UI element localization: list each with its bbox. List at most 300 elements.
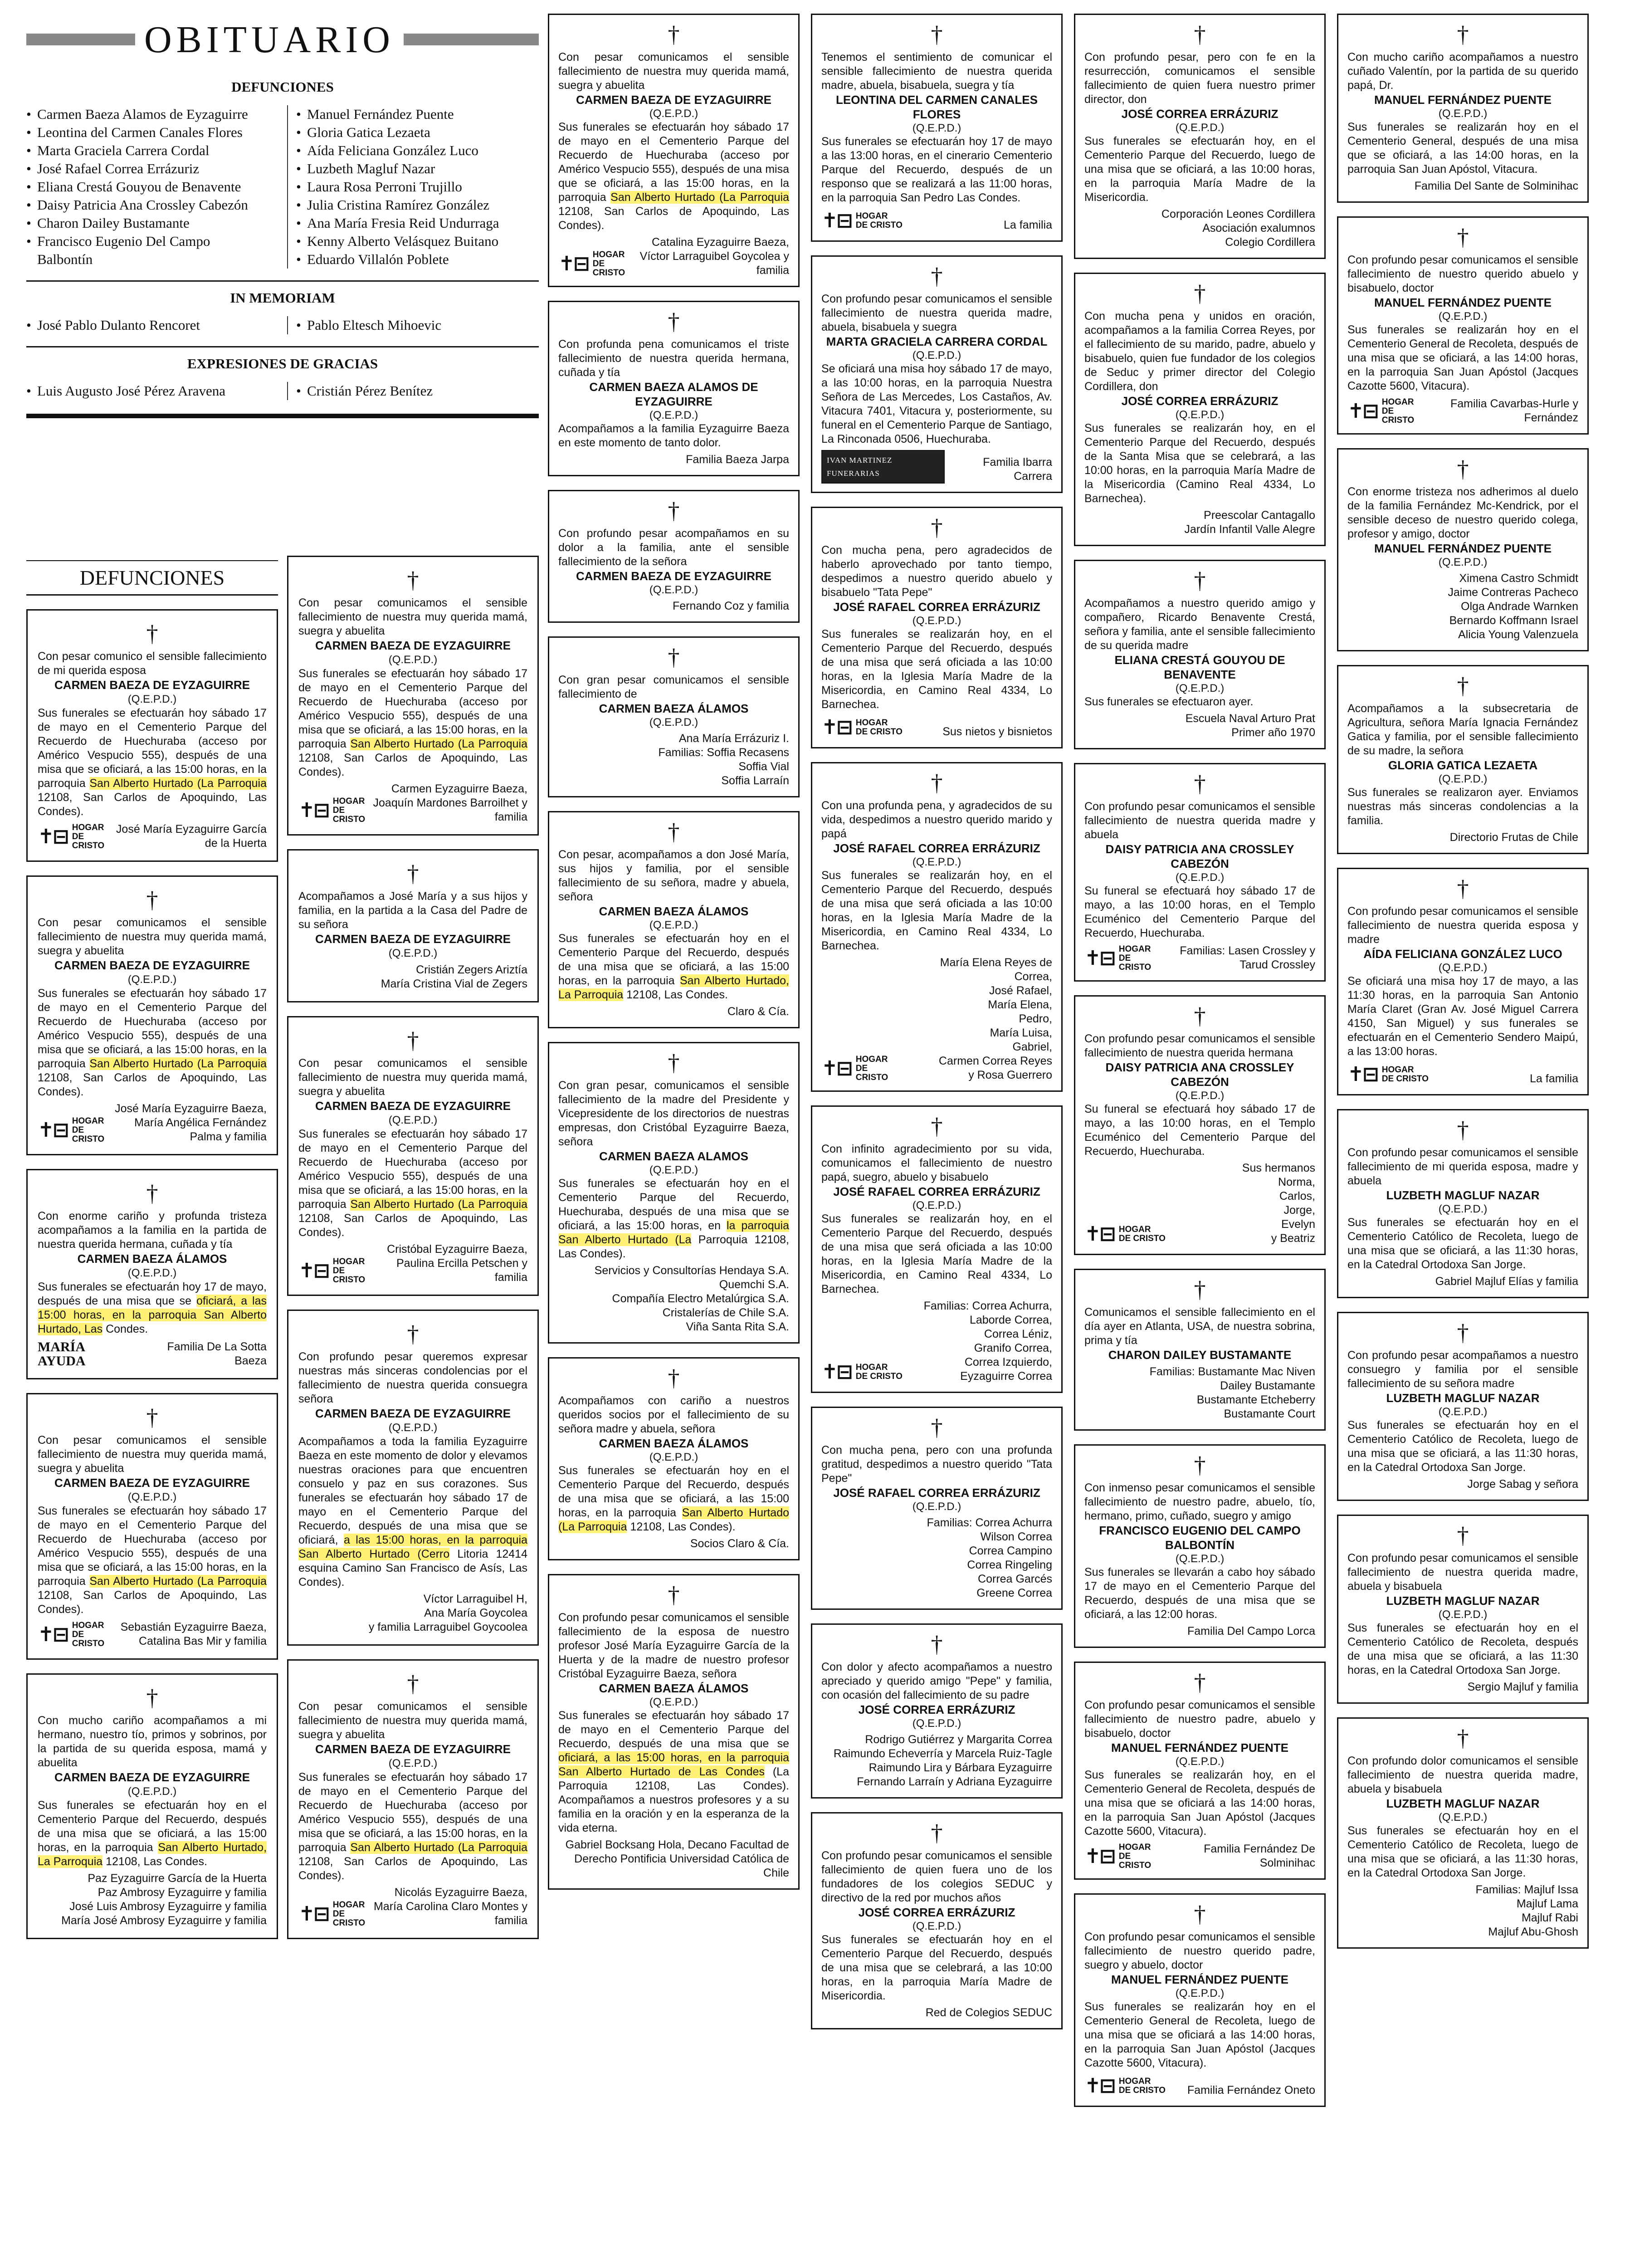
highlighted-text: San Alberto Hurtado (La Parroquia xyxy=(350,1198,527,1211)
notice-intro: Con profundo pesar comunicamos el sensible fallecimiento de nuestro querido padre, suegro y abuelo, doctor xyxy=(1084,1931,1315,1971)
notice-body-text: Sus funerales se efectuarán hoy en el Cementerio Católico de Recoleta, luego de una misa que se oficiará, a las 11:30 horas, en la Catedral Ortodoxa San Jorge. xyxy=(1347,1216,1578,1271)
cross-icon: † xyxy=(1194,1670,1206,1696)
index-item: • Julia Cristina Ramírez González xyxy=(296,196,539,214)
qepd-label: (Q.E.P.D.) xyxy=(1175,1987,1225,1999)
notice-signature: José María Eyzaguirre Baeza, María Angélica Fernández Palma y familia xyxy=(115,1102,267,1143)
notice-body-text: Sus funerales se efectuarán hoy sábado 17 de mayo en el Cementerio Parque del Recuerdo de Huechuraba (acceso por Américo Vespucio 555), después de una misa que se oficiará, a las 15:00 horas, en la parroquia xyxy=(38,987,267,1070)
notice-signature: Jorge Sabag y señora xyxy=(1467,1478,1578,1491)
notice-intro: Con pesar comunicamos el sensible fallecimiento de nuestra muy querida mamá, suegra y abuelita xyxy=(558,51,789,92)
notice-intro: Con profundo pesar comunicamos el sensible fallecimiento de nuestro padre, abuelo y bisabuelo, doctor xyxy=(1084,1699,1315,1740)
notice-body-text: Sus funerales se efectuarán hoy sábado 17 de mayo en el Cementerio Parque del Recuerdo de Huechuraba (acceso por Américo Vespucio 555), después de una misa que se oficiará, a las 15:00 horas, en la parroquia xyxy=(38,707,267,790)
section-defunciones-heading: DEFUNCIONES xyxy=(26,560,278,596)
notice-body-text: Sus funerales se efectuarán hoy 17 de mayo, después de una misa que se xyxy=(38,1281,267,1307)
qepd-label: (Q.E.P.D.) xyxy=(649,1696,698,1708)
notice-signature: Paz Eyzaguirre García de la Huerta Paz Ambrosy Eyzaguirre y familia José Luis Ambrosy Eyzaguirre y familia María José Ambrosy Eyzaguirre y familia xyxy=(61,1872,267,1927)
notice-intro: Con mucho cariño acompañamos a nuestro cuñado Valentín, por la partida de su querido papá, Dr. xyxy=(1347,51,1578,92)
notice-body xyxy=(298,1127,527,1240)
notice-body-tail: 12108, San Carlos de Apoquindo, Las Condes). xyxy=(298,752,527,778)
notice-signature: Familia Baeza Jarpa xyxy=(686,453,789,466)
notice-intro: Con pesar comunicamos el sensible fallecimiento de nuestra muy querida mamá, suegra y abuelita xyxy=(298,1057,527,1098)
index-item: • Gloria Gatica Lezaeta xyxy=(296,123,539,142)
notice-intro: Con una profunda pena, y agradecidos de su vida, despedimos a nuestro querido marido y papá xyxy=(821,799,1052,840)
qepd-label: (Q.E.P.D.) xyxy=(1438,1406,1488,1418)
notice-body xyxy=(558,932,789,1002)
qepd-label: (Q.E.P.D.) xyxy=(912,1501,961,1513)
notice-body-tail: 12108, Las Condes. xyxy=(106,1855,207,1868)
index-item: • Luis Augusto José Pérez Aravena xyxy=(26,382,269,400)
qepd-label: (Q.E.P.D.) xyxy=(1438,962,1488,974)
deceased-name: CARMEN BAEZA DE EYZAGUIRRE xyxy=(576,569,771,583)
deceased-name: CARMEN BAEZA ÁLAMOS xyxy=(77,1252,227,1266)
notice-signature: Víctor Larraguibel H, Ana María Goycolea y familia Larraguibel Goycoolea xyxy=(368,1593,527,1633)
deceased-name: MARTA GRACIELA CARRERA CORDAL xyxy=(826,335,1048,348)
notice-intro: Con profundo pesar comunicamos el sensible fallecimiento de quien fuera uno de los fundadores de los colegios SEDUC y directivo de la red por muchos años xyxy=(821,1849,1052,1904)
deceased-name: MANUEL FERNÁNDEZ PUENTE xyxy=(1374,296,1552,309)
obituary-notice xyxy=(548,490,800,623)
hogar-cross-icon: ✝⊟ xyxy=(1084,947,1114,970)
index-item: • Daisy Patricia Ana Crossley Cabezón xyxy=(26,196,269,214)
hogar-cross-icon: ✝⊟ xyxy=(821,716,851,739)
obituary-notice xyxy=(548,301,800,476)
notice-intro: Comunicamos el sensible fallecimiento en el día ayer en Atlanta, USA, de nuestra sobrina, prima y tía xyxy=(1084,1306,1315,1347)
notice-footer xyxy=(298,779,527,824)
notice-body-text: Sus funerales se efectuarán hoy en el Cementerio Católico de Recoleta, luego de una misa que se oficiará, a las 11:30 horas, en la Catedral Ortodoxa San Jorge. xyxy=(1347,1419,1578,1474)
hogar-de-cristo-logo xyxy=(821,210,903,232)
index-item: • José Pablo Dulanto Rencoret xyxy=(26,316,269,334)
deceased-name: MANUEL FERNÁNDEZ PUENTE xyxy=(1111,1741,1288,1755)
notice-footer xyxy=(298,960,527,991)
notice-body xyxy=(1084,1102,1315,1158)
divider xyxy=(26,280,539,282)
cross-icon: † xyxy=(1457,1523,1469,1549)
page-header xyxy=(26,19,539,60)
notice-body xyxy=(821,627,1052,712)
cross-icon: † xyxy=(1194,1277,1206,1303)
section-memoriam-title: IN MEMORIAM xyxy=(230,290,335,306)
cross-icon: † xyxy=(931,1820,943,1846)
qepd-label: (Q.E.P.D.) xyxy=(912,1199,961,1212)
hogar-de-cristo-logo xyxy=(298,1257,365,1285)
notice-body-tail: 12108, Las Condes. xyxy=(626,988,728,1001)
obituary-notice xyxy=(811,14,1063,242)
deceased-name: GLORIA GATICA LEZAETA xyxy=(1388,758,1538,772)
divider xyxy=(26,346,539,347)
qepd-label: (Q.E.P.D.) xyxy=(1175,871,1225,884)
notice-footer xyxy=(821,205,1052,232)
notice-footer xyxy=(1084,506,1315,537)
notice-body-text: Sus funerales se efectuarán hoy en el Cementerio Católico de Recoleta, luego de una misa que se oficiará, a las 11:30 horas, en la Catedral Ortodoxa San Jorge. xyxy=(1347,1824,1578,1879)
notice-body-tail: Parroquia 12108, Las Condes). xyxy=(558,1233,790,1260)
qepd-label: (Q.E.P.D.) xyxy=(388,654,438,666)
obituary-notice xyxy=(548,1574,800,1890)
notice-body-text: Sus funerales se efectuarán hoy en el Cementerio Parque del Recuerdo, después de una misa que se celebrará, a las 10:00 horas, en la parroquia María Madre de Misericordia. xyxy=(821,1933,1052,2002)
cross-icon: † xyxy=(668,645,680,670)
deceased-name: CARMEN BAEZA DE EYZAGUIRRE xyxy=(315,639,511,652)
notice-body xyxy=(1347,1824,1578,1880)
notice-signature: Nicolás Eyzaguirre Baeza, María Carolina Claro Montes y familia xyxy=(373,1886,527,1927)
cross-icon: † xyxy=(931,1114,943,1139)
notice-body xyxy=(298,667,527,779)
obituary-notice xyxy=(26,1169,278,1379)
cross-icon: † xyxy=(1457,1320,1469,1346)
deceased-name: CARMEN BAEZA DE EYZAGUIRRE xyxy=(315,1742,511,1756)
notice-intro: Con enorme tristeza nos adherimos al duelo de la familia Fernández Mc-Kendrick, por el sensible deceso de nuestro querido colega, profesor y amigo, doctor xyxy=(1347,485,1578,540)
notice-body-tail: Condes. xyxy=(106,1323,148,1335)
deceased-name: FRANCISCO EUGENIO DEL CAMPO BALBONTÍN xyxy=(1099,1524,1301,1552)
qepd-label: (Q.E.P.D.) xyxy=(649,108,698,120)
notice-body-text: Sus funerales se efectuaron ayer. xyxy=(1084,695,1254,708)
qepd-label: (Q.E.P.D.) xyxy=(1438,1608,1488,1621)
notice-intro: Con profundo pesar comunicamos el sensible fallecimiento de nuestra querida madre, abuela y bisabuela xyxy=(1347,1552,1578,1593)
index-item: • Aída Feliciana González Luco xyxy=(296,142,539,160)
obituary-notice xyxy=(548,14,800,287)
notice-intro: Con profundo pesar acompañamos a nuestro consuegro y familia por el sensible fallecimiento de su señora madre xyxy=(1347,1349,1578,1390)
deceased-name: CARMEN BAEZA ÁLAMOS xyxy=(599,904,749,918)
notice-body-text: Sus funerales se realizarán hoy, en el Cementerio Parque del Recuerdo, después de una misa que será oficiada a las 10:00 horas, en la Iglesia María Madre de la Misericordia, en Camino Real 4334, Lo Barnechea. xyxy=(821,1212,1052,1295)
deceased-name: CHARON DAILEY BUSTAMANTE xyxy=(1108,1348,1292,1362)
notice-footer xyxy=(1347,1475,1578,1491)
notice-intro: Con pesar comunicamos el sensible fallecimiento de nuestra muy querida mamá, suegra y abuelita xyxy=(298,1700,527,1741)
obituary-notice xyxy=(811,1407,1063,1610)
deceased-name: JOSÉ RAFAEL CORREA ERRÁZURIZ xyxy=(833,841,1040,855)
notice-body xyxy=(1347,974,1578,1059)
index-item: • Luzbeth Magluf Nazar xyxy=(296,160,539,178)
notice-intro: Con profundo pesar comunicamos el sensible fallecimiento de nuestra querida hermana xyxy=(1084,1032,1315,1059)
notice-body xyxy=(298,1435,527,1589)
notice-signature: Familia Fernández De Solminihac xyxy=(1204,1843,1315,1869)
notice-body-text: Sus funerales se efectuarán hoy 17 de mayo a las 13:00 horas, en el cinerario Cementerio Parque del Recuerdo, después de un responso que se realizará a las 11:00 horas, en la parroquia San Pedro Las Condes. xyxy=(821,135,1052,204)
qepd-label: (Q.E.P.D.) xyxy=(649,1164,698,1176)
qepd-label: (Q.E.P.D.) xyxy=(649,409,698,421)
obituary-notice xyxy=(548,1357,800,1560)
notice-body-text: Sus funerales se realizarán hoy, en el Cementerio Parque del Recuerdo, después de una misa que será oficiada a las 10:00 horas, en la Iglesia María Madre de la Misericordia, en Camino Real 4334, Lo Barnechea. xyxy=(821,628,1052,711)
obituary-notice xyxy=(1337,216,1589,435)
obituary-notice xyxy=(548,636,800,797)
deceased-name: CARMEN BAEZA ALAMOS DE EYZAGUIRRE xyxy=(589,380,758,408)
notice-body-tail: 12108, San Carlos de Apoquindo, Las Condes). xyxy=(38,1071,267,1098)
notice-footer xyxy=(821,446,1052,484)
notice-intro: Acompañamos a la subsecretaria de Agricultura, señora María Ignacia Fernández Gatica y familia, por el sensible fallecimiento de su madre, la señora xyxy=(1347,702,1578,757)
cross-icon: † xyxy=(668,819,680,845)
cross-icon: † xyxy=(1194,771,1206,797)
notice-signature: Gabriel Majluf Elías y familia xyxy=(1435,1275,1578,1288)
qepd-label: (Q.E.P.D.) xyxy=(1438,310,1488,323)
hogar-de-cristo-logo xyxy=(298,1901,365,1928)
notice-footer xyxy=(1084,1838,1315,1870)
hogar-de-cristo-logo xyxy=(1084,2075,1166,2097)
hogar-cross-icon: ✝⊟ xyxy=(1084,2074,1114,2097)
qepd-label: (Q.E.P.D.) xyxy=(649,584,698,596)
obituary-notice xyxy=(1074,1444,1326,1648)
notice-intro: Con mucho cariño acompañamos a mi hermano, nuestro tío, primos y sobrinos, por la partida de su querida esposa, mamá y abuelita xyxy=(38,1714,267,1769)
hogar-cross-icon: ✝⊟ xyxy=(38,1623,68,1646)
notice-intro: Con mucha pena, pero con una profunda gratitud, despedimos a nuestro querido "Tata Pepe" xyxy=(821,1444,1052,1485)
cross-icon: † xyxy=(146,1181,158,1207)
obituary-notice xyxy=(1074,273,1326,546)
notice-body xyxy=(1347,323,1578,393)
obituary-notice xyxy=(287,556,539,836)
index-list xyxy=(26,316,269,334)
notice-body xyxy=(558,120,789,233)
notice-footer xyxy=(298,1589,527,1634)
hogar-de-cristo-logo xyxy=(38,823,104,850)
index-item: • Manuel Fernández Puente xyxy=(296,105,539,123)
cross-icon: † xyxy=(1457,673,1469,699)
logo-label: HOGAR DE CRISTO xyxy=(1118,1225,1166,1243)
notice-intro: Con profundo pesar comunicamos el sensible fallecimiento de nuestra querida madre y abuela xyxy=(1084,800,1315,841)
cross-icon: † xyxy=(146,621,158,647)
notice-signature: Familias: Correa Achurra Wilson Correa Correa Campino Correa Ringeling Correa Garcés Greene Correa xyxy=(927,1516,1052,1599)
obituary-notice xyxy=(287,1016,539,1296)
notice-signature: Fernando Coz y familia xyxy=(672,600,789,612)
notice-body-text: Sus funerales se efectuarán hoy sábado 17 de mayo en el Cementerio Parque del Recuerdo de Huechuraba (acceso por Américo Vespucio 555), después de una misa que se oficiará, a las 15:00 horas, en la parroquia xyxy=(38,1505,267,1588)
qepd-label: (Q.E.P.D.) xyxy=(912,349,961,362)
notice-body xyxy=(558,1709,789,1835)
notice-footer xyxy=(38,819,267,850)
qepd-label: (Q.E.P.D.) xyxy=(388,1114,438,1126)
notice-body-text: Sus funerales se realizaron ayer. Enviamos nuestras más sinceras condolencias a la familia. xyxy=(1347,786,1578,827)
notice-footer xyxy=(1347,393,1578,425)
hogar-cross-icon: ✝⊟ xyxy=(821,1360,851,1383)
notice-footer xyxy=(558,1534,789,1551)
notice-body-text: Acompañamos a toda la familia Eyzaguirre Baeza en este momento de dolor y elevamos nuestras oraciones para que encuentren consuelo y paz en sus corazones. Sus funerales se efectuarán hoy sábado 17 de mayo en el Cementerio Parque del Recuerdo, después de una misa que se oficiará, xyxy=(298,1435,527,1546)
notice-signature: Gabriel Bocksang Hola, Decano Facultad de Derecho Pontificia Universidad Católica de Chile xyxy=(565,1838,789,1879)
notice-footer xyxy=(1347,828,1578,845)
notice-body xyxy=(821,869,1052,953)
obituary-notice xyxy=(548,1042,800,1344)
deceased-name: CARMEN BAEZA DE EYZAGUIRRE xyxy=(315,932,511,946)
obituary-notice xyxy=(811,1812,1063,2029)
deceased-name: JOSÉ CORREA ERRÁZURIZ xyxy=(1121,107,1279,121)
hogar-cross-icon: ✝⊟ xyxy=(1347,1063,1377,1086)
obituary-notice xyxy=(1337,14,1589,203)
notice-intro: Con pesar comunicamos el sensible fallecimiento de nuestra muy querida mamá, suegra y abuelita xyxy=(38,1434,267,1475)
notice-footer xyxy=(38,1617,267,1648)
qepd-label: (Q.E.P.D.) xyxy=(1175,1755,1225,1768)
highlighted-text: oficiará, a las 15:00 horas, en la parroquia San Alberto Hurtado, Las xyxy=(38,1295,267,1335)
highlighted-text: San Alberto Hurtado (La Parroquia xyxy=(89,1057,267,1070)
notice-signature: Catalina Eyzaguirre Baeza, Víctor Larraguibel Goycolea y familia xyxy=(639,236,789,277)
obituary-notice xyxy=(1337,868,1589,1095)
qepd-label: (Q.E.P.D.) xyxy=(1175,122,1225,134)
index-list xyxy=(287,105,539,269)
hogar-de-cristo-logo xyxy=(1347,398,1416,425)
section-gracias-title: EXPRESIONES DE GRACIAS xyxy=(187,356,378,371)
notice-body-text: Sus funerales se efectuarán hoy sábado 17 de mayo en el Cementerio Parque del Recuerdo de Huechuraba (acceso por Américo Vespucio 555), después de una misa que se oficiará, a las 15:00 horas, en la parroquia xyxy=(298,1128,527,1211)
notice-signature: Familias: Lasen Crossley y Tarud Crossley xyxy=(1180,944,1315,971)
notice-footer xyxy=(1084,1622,1315,1638)
obituary-notice xyxy=(26,1673,278,1939)
qepd-label: (Q.E.P.D.) xyxy=(127,1491,177,1503)
notice-footer xyxy=(821,1296,1052,1383)
logo-label: HOGAR DE CRISTO xyxy=(1381,397,1415,425)
cross-icon: † xyxy=(1194,568,1206,594)
notice-intro: Con profundo pesar comunicamos el sensible fallecimiento de nuestra querida madre, abuela, bisabuela y suegra xyxy=(821,293,1052,333)
logo-label: HOGAR DE CRISTO xyxy=(855,211,903,230)
deceased-name: ELIANA CRESTÁ GOUYOU DE BENAVENTE xyxy=(1114,653,1285,681)
notice-signature: Sus hermanos Norma, Carlos, Jorge, Evelyn y Beatriz xyxy=(1242,1162,1315,1245)
hogar-de-cristo-logo xyxy=(1084,1843,1157,1870)
cross-icon: † xyxy=(146,1405,158,1431)
highlighted-text: San Alberto Hurtado (La Parroquia xyxy=(350,738,527,750)
deceased-name: CARMEN BAEZA ÁLAMOS xyxy=(599,702,749,715)
cross-icon: † xyxy=(1457,22,1469,48)
notice-signature: Sebastián Eyzaguirre Baeza, Catalina Bas Mir y familia xyxy=(120,1621,267,1647)
notice-signature: Servicios y Consultorías Hendaya S.A. Quemchi S.A. Compañía Electro Metalúrgica S.A. Cristalerías de Chile S.A. Viña Santa Rita S.A. xyxy=(594,1264,789,1333)
cross-icon: † xyxy=(1457,1117,1469,1143)
notice-body-tail: 12108, San Carlos de Apoquindo, Las Condes). xyxy=(298,1212,527,1239)
deceased-name: CARMEN BAEZA DE EYZAGUIRRE xyxy=(54,958,250,972)
index-item: • Kenny Alberto Velásquez Buitano xyxy=(296,232,539,250)
deceased-name: MANUEL FERNÁNDEZ PUENTE xyxy=(1374,542,1552,555)
obituary-notice xyxy=(1074,1893,1326,2107)
cross-icon: † xyxy=(668,22,680,48)
cross-icon: † xyxy=(1194,1003,1206,1029)
notice-intro: Con pesar comunico el sensible fallecimiento de mi querida esposa xyxy=(38,650,267,677)
logo-label: HOGAR DE CRISTO xyxy=(1381,1065,1429,1084)
logo-label: HOGAR DE CRISTO xyxy=(855,1363,903,1381)
notice-signature: Claro & Cía. xyxy=(727,1005,789,1018)
notice-intro: Con profundo pesar comunicamos el sensible fallecimiento de nuestro querido abuelo y bisabuelo, doctor xyxy=(1347,254,1578,294)
qepd-label: (Q.E.P.D.) xyxy=(388,1422,438,1434)
hogar-cross-icon: ✝⊟ xyxy=(298,1902,328,1926)
cross-icon: † xyxy=(1194,22,1206,48)
notice-footer xyxy=(558,450,789,467)
notice-signature: Cristóbal Eyzaguirre Baeza, Paulina Ercilla Petschen y familia xyxy=(387,1243,527,1284)
cross-icon: † xyxy=(931,1632,943,1657)
obituary-notice xyxy=(811,507,1063,748)
notice-signature: Familia Del Sante de Solminihac xyxy=(1414,180,1578,192)
obituary-notice xyxy=(1074,14,1326,259)
notice-footer xyxy=(558,1002,789,1019)
notice-intro: Con profundo pesar comunicamos el sensible fallecimiento de mi querida esposa, madre y abuela xyxy=(1347,1146,1578,1187)
notice-body-text: Sus funerales se efectuarán hoy en el Cementerio Parque del Recuerdo, después de una misa que se oficiará, a las 15:00 horas, en la parroquia xyxy=(38,1799,267,1854)
qepd-label: (Q.E.P.D.) xyxy=(1438,108,1488,120)
highlighted-text: San Alberto Hurtado, La Parroquia xyxy=(558,974,790,1001)
obituary-notice xyxy=(1337,1717,1589,1949)
deceased-name: MANUEL FERNÁNDEZ PUENTE xyxy=(1374,93,1552,107)
qepd-label: (Q.E.P.D.) xyxy=(127,1267,177,1279)
qepd-label: (Q.E.P.D.) xyxy=(912,1920,961,1932)
obituary-notice xyxy=(811,1623,1063,1799)
notice-body-text: Sus funerales se efectuarán hoy sábado 17 de mayo en el Cementerio Parque del Recuerdo, después de una misa que se xyxy=(558,1709,789,1750)
index-list xyxy=(26,105,269,269)
notice-body xyxy=(38,1799,267,1869)
deceased-name: CARMEN BAEZA DE EYZAGUIRRE xyxy=(315,1099,511,1113)
notice-body xyxy=(1084,2000,1315,2070)
notice-signature: Red de Colegios SEDUC xyxy=(925,2006,1052,2019)
notice-signature: Rodrigo Gutiérrez y Margarita Correa Raimundo Echeverría y Marcela Ruiz-Tagle Raimundo Lira y Bárbara Eyzaguirre Fernando Larraín y Adriana Eyzaguirre xyxy=(833,1733,1052,1788)
deceased-name: CARMEN BAEZA ÁLAMOS xyxy=(599,1681,749,1695)
notice-intro: Acompañamos con cariño a nuestros queridos socios por el fallecimiento de su señora madre y abuela, señora xyxy=(558,1394,789,1435)
obituary-notice xyxy=(1337,665,1589,854)
cross-icon: † xyxy=(668,1582,680,1608)
notice-footer xyxy=(821,712,1052,739)
hogar-cross-icon: ✝⊟ xyxy=(38,825,68,848)
notice-body-text: Se oficiará una misa hoy sábado 17 de mayo, a las 10:00 horas, en la parroquia Nuestra Señora de Las Mercedes, Los Castaños, Av. Vitacura 7401, Vitacura y, posteriormente, su funeral en el Cementerio Parque de Santiago, La Rinconada 0506, Huechuraba. xyxy=(821,362,1052,445)
cross-icon: † xyxy=(668,309,680,335)
notice-body xyxy=(1347,1216,1578,1272)
notice-intro: Con inmenso pesar comunicamos el sensible fallecimiento de nuestro padre, abuelo, tío, hermano, primo, cuñado, suegro y amigo xyxy=(1084,1481,1315,1522)
hogar-de-cristo-logo xyxy=(821,716,903,739)
notice-body-tail: 12108, San Carlos de Apoquindo, Las Condes). xyxy=(558,205,789,232)
notice-signature: José María Eyzaguirre García de la Huerta xyxy=(116,823,267,850)
obituary-notice xyxy=(287,1310,539,1646)
index-section xyxy=(26,73,539,418)
notice-body-tail: 12108, San Carlos de Apoquindo, Las Condes). xyxy=(38,791,267,818)
deceased-name: LUZBETH MAGLUF NAZAR xyxy=(1386,1391,1540,1405)
notice-body xyxy=(1084,695,1315,709)
notice-body-text: Sus funerales se efectuarán hoy, en el Cementerio Parque del Recuerdo, luego de una misa que se oficiará, a las 10:00 horas, en la parroquia María Madre de la Misericordia. xyxy=(1084,135,1315,204)
hogar-cross-icon: ✝⊟ xyxy=(821,209,851,232)
notice-body-text: Su funeral se efectuará hoy sábado 17 de mayo, a las 10:00 horas, en el Templo Ecuménico del Cementerio Parque del Recuerdo, Huechuraba. xyxy=(1084,1103,1315,1158)
notice-intro: Con pesar comunicamos el sensible fallecimiento de nuestra muy querida mamá, suegra y abuelita xyxy=(298,596,527,637)
notice-intro: Con profundo pesar comunicamos el sensible fallecimiento de nuestra querida esposa y madre xyxy=(1347,905,1578,946)
deceased-name: CARMEN BAEZA DE EYZAGUIRRE xyxy=(54,1476,250,1490)
notice-footer xyxy=(1347,176,1578,193)
notice-body xyxy=(298,1770,527,1883)
logo-label: HOGAR DE CRISTO xyxy=(855,718,903,737)
index-item: • Cristián Pérez Benítez xyxy=(296,382,539,400)
qepd-label: (Q.E.P.D.) xyxy=(1438,773,1488,785)
hogar-cross-icon: ✝⊟ xyxy=(558,252,588,275)
qepd-label: (Q.E.P.D.) xyxy=(912,615,961,627)
deceased-name: AÍDA FELICIANA GONZÁLEZ LUCO xyxy=(1363,947,1562,961)
notice-body xyxy=(821,1933,1052,2003)
notice-signature: Ana María Errázuriz I. Familias: Soffia Recasens Soffia Vial Soffia Larraín xyxy=(658,732,789,787)
obituary-notice xyxy=(1337,1515,1589,1704)
notice-signature: Familia Ibarra Carrera xyxy=(983,456,1052,483)
deceased-name: LUZBETH MAGLUF NAZAR xyxy=(1386,1594,1540,1608)
logo-label: HOGAR DE CRISTO xyxy=(332,797,366,824)
cross-icon: † xyxy=(931,22,943,48)
hogar-cross-icon: ✝⊟ xyxy=(821,1057,851,1080)
notice-footer xyxy=(558,729,789,788)
notice-footer xyxy=(558,596,789,613)
hogar-de-cristo-logo xyxy=(1347,1063,1429,1086)
notice-signature: Familia Fernández Oneto xyxy=(1187,2084,1315,2097)
qepd-label: (Q.E.P.D.) xyxy=(1175,682,1225,694)
obituary-notice xyxy=(1074,1662,1326,1880)
notice-signature: Directorio Frutas de Chile xyxy=(1449,831,1578,844)
notice-footer xyxy=(298,1240,527,1285)
notice-signature: María Elena Reyes de Correa, José Rafael, María Elena, Pedro, María Luisa, Gabriel, Carmen Correa Reyes y Rosa Guerrero xyxy=(938,956,1052,1081)
notice-signature: Socios Claro & Cía. xyxy=(690,1537,789,1550)
cross-icon: † xyxy=(407,1671,419,1697)
notice-body xyxy=(821,362,1052,446)
deceased-name: JOSÉ RAFAEL CORREA ERRÁZURIZ xyxy=(833,600,1040,614)
notice-footer xyxy=(558,1261,789,1334)
section-defunciones-title: DEFUNCIONES xyxy=(231,79,334,95)
notice-footer xyxy=(1084,205,1315,249)
obituary-notice xyxy=(1337,1109,1589,1298)
notice-footer xyxy=(1347,1677,1578,1694)
highlighted-text: la parroquia San Alberto Hurtado (La xyxy=(558,1219,790,1246)
notice-intro: Con mucha pena, pero agradecidos de haberlo aprovechado por tanto tiempo, despedimos a nuestro querido abuelo y bisabuelo "Tata Pepe" xyxy=(821,544,1052,599)
notice-intro: Con profundo pesar acompañamos en su dolor a la familia, ante el sensible fallecimiento de la señora xyxy=(558,527,789,568)
logo-label: HOGAR DE CRISTO xyxy=(72,823,105,850)
maria-ayuda-logo: MARÍA AYUDA xyxy=(38,1339,86,1369)
notice-intro: Con profundo pesar queremos expresar nuestras más sinceras condolencias por el fallecimiento de nuestra querida consuegra señora xyxy=(298,1350,527,1405)
qepd-label: (Q.E.P.D.) xyxy=(388,1757,438,1769)
notice-body-tail: 12108, San Carlos de Apoquindo, Las Condes). xyxy=(298,1855,527,1882)
notice-footer xyxy=(38,1869,267,1928)
highlighted-text: San Alberto Hurtado (La Parroquia xyxy=(89,1575,267,1588)
qepd-label: (Q.E.P.D.) xyxy=(1438,556,1488,568)
hogar-cross-icon: ✝⊟ xyxy=(1084,1222,1114,1246)
deceased-name: LEONTINA DEL CARMEN CANALES FLORES xyxy=(836,93,1038,121)
cross-icon: † xyxy=(407,1321,419,1347)
